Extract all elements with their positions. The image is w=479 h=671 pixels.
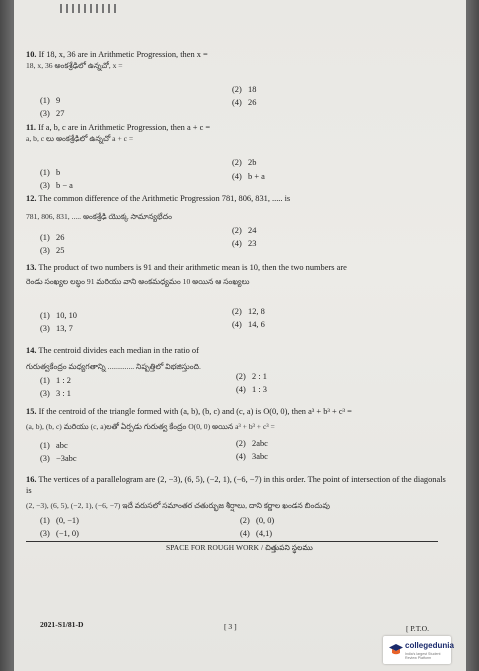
question-text-en: If a, b, c are in Arithmetic Progression, then a + c = [38, 123, 211, 132]
question-text-te: గురుత్వకేంద్రం మధ్యగతాన్ని .............. నిష్పత్తిలో విభజిస్తుంది. [26, 362, 201, 371]
question-text-te: (2, −3), (6, 5), (−2, 1), (−6, −7) ఇదే వరుసలో సమాంతర చతుర్భుజ శీర్షాలు, దాని కర్ణాల ఖండన బిందువు [26, 501, 330, 510]
question-text-en: The centroid divides each median in the ratio of [38, 346, 199, 355]
question-10 [26, 49, 446, 71]
question-text-te: 781, 806, 831, ..... అంకశ్రేఢి యొక్క సామాన్యభేదం [26, 212, 172, 221]
collegedunia-logo [383, 636, 454, 664]
q10-option-1: (1) 9 [40, 96, 61, 105]
question-14: 14. The centroid divides each median in the ratio of గురుత్వకేంద్రం మధ్యగతాన్ని .............. నిష్పత్తిలో విభజిస్తుంది. [26, 345, 446, 372]
question-15: 15. If the centroid of the triangle formed with (a, b), (b, c) and (c, a) is O(0, 0), then a³ + b³ + c³ = (a, b), (b, c) మరియు (c, a)లతో ఏర్పడు గురుత్వ కేంద్రం O(0, 0) అయిన a³ + b³ + c³ = [26, 406, 446, 432]
question-text-en: The vertices of a parallelogram are (2, −3), (6, 5), (−2, 1), (−6, −7) in this order. The point of intersection of the diagonals is [26, 475, 446, 495]
pto-label: [ P.T.O. [406, 624, 430, 633]
logo-tagline: India's largest Student Review Platform [405, 652, 441, 660]
q12-option-4: (4) 23 [232, 239, 257, 248]
q14-option-4: (4) 1 : 3 [236, 385, 267, 394]
q13-option-2: (2) 12, 8 [232, 307, 265, 316]
question-text-te: (a, b), (b, c) మరియు (c, a)లతో ఏర్పడు గురుత్వ కేంద్రం O(0, 0) అయిన a³ + b³ + c³ = [26, 422, 275, 431]
question-text-en: If the centroid of the triangle formed with (a, b), (b, c) and (c, a) is O(0, 0), then a³ + b³ + c³ = [38, 407, 352, 416]
question-text-en: If 18, x, 36 are in Arithmetic Progression, then x = [38, 50, 208, 59]
q14-option-1: (1) 1 : 2 [40, 376, 71, 385]
q13-option-1: (1) 10, 10 [40, 311, 77, 320]
question-12: 12. The common difference of the Arithmetic Progression 781, 806, 831, ..... is 781, 806, 831, ..... అంకశ్రేఢి యొక్క సామాన్యభేదం [26, 193, 446, 222]
question-11: 11. If a, b, c are in Arithmetic Progression, then a + c = a, b, c లు అంకశ్రేఢిలో ఉన్నచో a + c = [26, 122, 446, 144]
question-text-en: The product of two numbers is 91 and their arithmetic mean is 10, then the two numbers are [38, 263, 347, 272]
q13-option-3: (3) 13, 7 [40, 324, 73, 333]
q11-option-2: (2) 2b [232, 158, 257, 167]
q12-option-1: (1) 26 [40, 233, 65, 242]
q12-option-2: (2) 24 [232, 226, 257, 235]
question-text-en: The common difference of the Arithmetic Progression 781, 806, 831, ..... is [38, 194, 291, 203]
q15-option-2: (2) 2abc [236, 439, 268, 448]
q16-option-4: (4) (4,1) [240, 529, 273, 538]
q14-option-2: (2) 2 : 1 [236, 372, 267, 381]
logo-name: collegedunia [405, 641, 454, 650]
paper-code: 2021-S1/81-D [40, 620, 84, 629]
q10-option-3: (3) 27 [40, 109, 65, 118]
rough-work-divider [26, 541, 438, 542]
q13-option-4: (4) 14, 6 [232, 320, 265, 329]
question-text-te: 18, x, 36 అంకశ్రేఢిలో ఉన్నచో, x = [26, 61, 123, 70]
page-number: [ 3 ] [224, 622, 237, 631]
q15-option-4: (4) 3abc [236, 452, 268, 461]
question-number: 10. [26, 50, 37, 59]
q11-option-4: (4) b + a [232, 172, 265, 181]
q10-option-2: (2) 18 [232, 85, 257, 94]
rough-work-label: SPACE FOR ROUGH WORK / చిత్తుపని స్థలము [166, 543, 313, 552]
q16-option-3: (3) (−1, 0) [40, 529, 79, 538]
q14-option-3: (3) 3 : 1 [40, 389, 71, 398]
page-top-marks [60, 0, 200, 12]
q12-option-3: (3) 25 [40, 246, 65, 255]
question-16: 16. The vertices of a parallelogram are (2, −3), (6, 5), (−2, 1), (−6, −7) in this order. The point of intersection of the diagonals is (2, −3), (6, 5), (−2, 1), (−6, −7) ఇదే వరుసలో సమాంతర చతుర్భుజ శీర్షాలు, దాని కర్ణాల ఖండన బిందువు [26, 475, 446, 510]
q11-option-1: (1) b [40, 168, 61, 177]
q16-option-1: (1) (0, −1) [40, 516, 79, 525]
question-text-te: a, b, c లు అంకశ్రేఢిలో ఉన్నచో a + c = [26, 134, 134, 143]
q15-option-1: (1) abc [40, 441, 68, 450]
question-13: 13. The product of two numbers is 91 and their arithmetic mean is 10, then the two numbers are రెండు సంఖ్యల లబ్ధం 91 మరియు వాని అంకమధ్యమం 10 అయిన ఆ సంఖ్యలు [26, 262, 446, 287]
q11-option-3: (3) b − a [40, 181, 73, 190]
question-text-te: రెండు సంఖ్యల లబ్ధం 91 మరియు వాని అంకమధ్యమం 10 అయిన ఆ సంఖ్యలు [26, 277, 250, 286]
q15-option-3: (3) −3abc [40, 454, 77, 463]
q16-option-2: (2) (0, 0) [240, 516, 275, 525]
graduation-cap-icon [389, 643, 403, 657]
q10-option-4: (4) 26 [232, 98, 257, 107]
